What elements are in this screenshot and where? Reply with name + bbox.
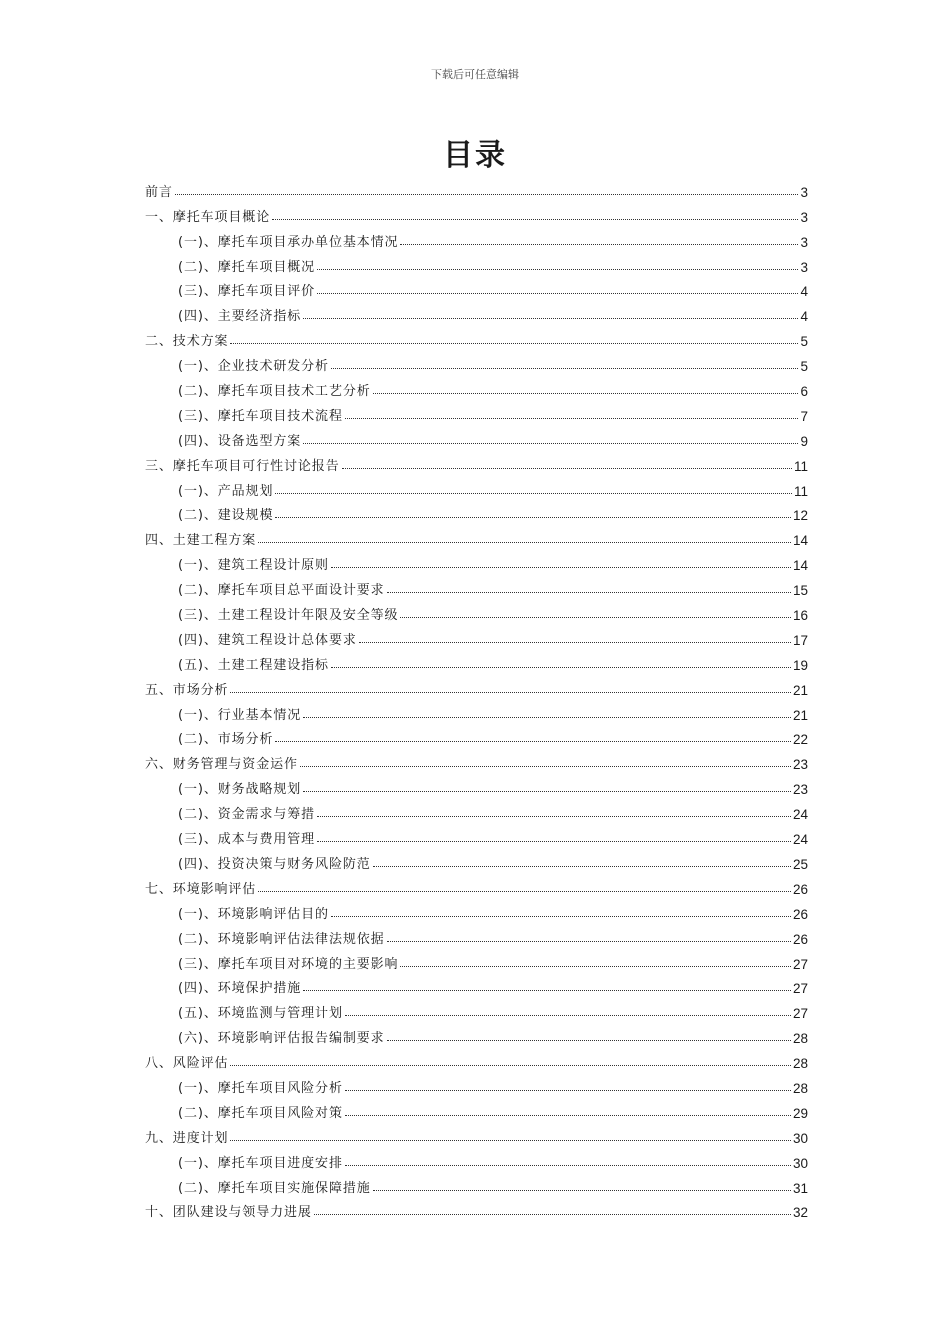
toc-page-number: 4	[800, 309, 808, 325]
toc-entry[interactable]	[145, 523, 808, 548]
toc-entry-label: (四)、环境保护措施	[178, 981, 302, 997]
toc-dot-leader	[359, 642, 791, 643]
toc-dot-leader	[303, 791, 791, 792]
toc-title: 目录	[443, 138, 507, 173]
toc-entry[interactable]	[145, 1121, 808, 1146]
toc-subentry[interactable]	[145, 299, 808, 324]
toc-subentry[interactable]	[145, 349, 808, 374]
toc-dot-leader	[317, 293, 798, 294]
toc-page-number: 3	[800, 234, 808, 250]
toc-entry-label: 三、摩托车项目可行性讨论报告	[145, 458, 340, 474]
toc-dot-leader	[303, 443, 798, 444]
toc-page-number: 30	[792, 1130, 808, 1146]
toc-dot-leader	[345, 1115, 791, 1116]
toc-dot-leader	[230, 343, 798, 344]
toc-entry-label: (一)、摩托车项目承办单位基本情况	[178, 234, 399, 250]
toc-page-number: 24	[792, 807, 808, 823]
toc-page-number: 19	[792, 657, 808, 673]
toc-subentry[interactable]	[145, 424, 808, 449]
toc-subentry[interactable]	[145, 548, 808, 573]
toc-subentry[interactable]	[145, 374, 808, 399]
toc-dot-leader	[400, 617, 791, 618]
toc-entry-label: (四)、投资决策与财务风险防范	[178, 856, 371, 872]
toc-dot-leader	[331, 567, 791, 568]
toc-page-number: 28	[792, 1056, 808, 1072]
toc-dot-leader	[314, 1214, 791, 1215]
toc-entry-label: (四)、主要经济指标	[178, 309, 302, 325]
toc-subentry[interactable]	[145, 623, 808, 648]
toc-dot-leader	[300, 766, 791, 767]
toc-entry-label: (一)、摩托车项目风险分析	[178, 1080, 343, 1096]
toc-page-number: 28	[792, 1031, 808, 1047]
toc-dot-leader	[303, 990, 791, 991]
toc-entry-label: (一)、产品规划	[178, 483, 274, 499]
toc-subentry[interactable]	[145, 972, 808, 997]
toc-page-number: 5	[800, 359, 808, 375]
toc-page-number: 21	[792, 707, 808, 723]
toc-dot-leader	[373, 1190, 791, 1191]
toc-dot-leader	[272, 219, 798, 220]
toc-dot-leader	[345, 1165, 791, 1166]
toc-dot-leader	[275, 493, 792, 494]
toc-entry-label: (六)、环境影响评估报告编制要求	[178, 1031, 385, 1047]
toc-subentry[interactable]	[145, 897, 808, 922]
toc-subentry[interactable]	[145, 648, 808, 673]
toc-entry-label: (二)、摩托车项目总平面设计要求	[178, 583, 385, 599]
toc-page-number: 30	[792, 1155, 808, 1171]
toc-subentry[interactable]	[145, 947, 808, 972]
toc-entry-label: (二)、摩托车项目风险对策	[178, 1105, 343, 1121]
toc-entry-label: (三)、摩托车项目对环境的主要影响	[178, 956, 399, 972]
toc-entry-label: (二)、摩托车项目技术工艺分析	[178, 384, 371, 400]
toc-page-number: 27	[792, 956, 808, 972]
toc-page-number: 27	[792, 1006, 808, 1022]
toc-dot-leader	[373, 393, 799, 394]
toc-entry[interactable]	[145, 1046, 808, 1071]
toc-subentry[interactable]	[145, 996, 808, 1021]
toc-page-number: 21	[792, 682, 808, 698]
toc-dot-leader	[175, 194, 799, 195]
toc-subentry[interactable]	[145, 573, 808, 598]
toc-subentry[interactable]	[145, 847, 808, 872]
toc-subentry[interactable]	[145, 474, 808, 499]
header-note: 下载后可任意编辑	[431, 68, 519, 81]
toc-subentry[interactable]	[145, 399, 808, 424]
toc-page-number: 11	[793, 458, 808, 474]
toc-page-number: 14	[792, 558, 808, 574]
toc-page-number: 23	[792, 757, 808, 773]
toc-entry-label: 七、环境影响评估	[145, 881, 257, 897]
toc-entry-label: 八、风险评估	[145, 1056, 229, 1072]
toc-dot-leader	[331, 368, 799, 369]
toc-entry-label: (一)、企业技术研发分析	[178, 359, 329, 375]
toc-page-number: 6	[800, 384, 808, 400]
toc-dot-leader	[342, 468, 792, 469]
toc-page-number: 9	[800, 433, 808, 449]
toc-dot-leader	[275, 517, 791, 518]
toc-entry-label: (四)、建筑工程设计总体要求	[178, 632, 357, 648]
toc-entry-label: (二)、摩托车项目实施保障措施	[178, 1180, 371, 1196]
toc-subentry[interactable]	[145, 797, 808, 822]
toc-page-number: 3	[800, 259, 808, 275]
toc-entry[interactable]	[145, 449, 808, 474]
toc-subentry[interactable]	[145, 723, 808, 748]
toc-entry-label: (二)、环境影响评估法律法规依据	[178, 931, 385, 947]
toc-entry-label: (五)、土建工程建设指标	[178, 657, 329, 673]
toc-subentry[interactable]	[145, 499, 808, 524]
toc-page-number: 26	[792, 881, 808, 897]
toc-dot-leader	[230, 1065, 791, 1066]
toc-subentry[interactable]	[145, 1096, 808, 1121]
toc-subentry[interactable]	[145, 1146, 808, 1171]
toc-entry-label: 六、财务管理与资金运作	[145, 757, 298, 773]
toc-entry-label: (三)、摩托车项目评价	[178, 284, 316, 300]
toc-entry[interactable]	[145, 1196, 808, 1221]
toc-page-number: 16	[792, 608, 808, 624]
toc-page-number: 25	[792, 856, 808, 872]
toc-entry-label: (二)、资金需求与筹措	[178, 807, 316, 823]
toc-dot-leader	[387, 1040, 791, 1041]
toc-entry-label: (二)、建设规模	[178, 508, 274, 524]
toc-subentry[interactable]	[145, 598, 808, 623]
toc-dot-leader	[387, 592, 791, 593]
toc-entry[interactable]	[145, 175, 808, 200]
toc-subentry[interactable]	[145, 772, 808, 797]
toc-page-number: 3	[800, 209, 808, 225]
toc-dot-leader	[258, 542, 791, 543]
toc-dot-leader	[345, 1090, 791, 1091]
toc-page-number: 17	[792, 632, 808, 648]
toc-dot-leader	[331, 916, 791, 917]
toc-subentry[interactable]	[145, 922, 808, 947]
toc-page-number: 28	[792, 1080, 808, 1096]
toc-page-number: 5	[800, 334, 808, 350]
toc-page-number: 12	[792, 508, 808, 524]
table-of-contents	[145, 175, 808, 1220]
toc-page-number: 3	[800, 184, 808, 200]
toc-entry-label: (三)、摩托车项目技术流程	[178, 408, 343, 424]
toc-subentry[interactable]	[145, 1171, 808, 1196]
toc-entry-label: (二)、摩托车项目概况	[178, 259, 316, 275]
toc-entry-label: 五、市场分析	[145, 682, 229, 698]
toc-subentry[interactable]	[145, 698, 808, 723]
toc-subentry[interactable]	[145, 1021, 808, 1046]
toc-subentry[interactable]	[145, 250, 808, 275]
toc-entry-label: (二)、市场分析	[178, 732, 274, 748]
toc-page-number: 24	[792, 832, 808, 848]
toc-dot-leader	[275, 741, 791, 742]
toc-entry-label: (四)、设备选型方案	[178, 433, 302, 449]
toc-dot-leader	[303, 318, 798, 319]
toc-page-number: 7	[800, 408, 808, 424]
toc-dot-leader	[303, 717, 791, 718]
toc-entry[interactable]	[145, 200, 808, 225]
toc-entry-label: (一)、财务战略规划	[178, 782, 302, 798]
toc-entry-label: 一、摩托车项目概论	[145, 209, 271, 225]
toc-dot-leader	[373, 866, 791, 867]
toc-entry-label: (一)、行业基本情况	[178, 707, 302, 723]
toc-subentry[interactable]	[145, 275, 808, 300]
toc-page-number: 15	[792, 583, 808, 599]
toc-page-number: 31	[792, 1180, 808, 1196]
toc-page-number: 14	[792, 533, 808, 549]
toc-entry-label: 前言	[145, 184, 173, 200]
toc-entry-label: 十、团队建设与领导力进展	[145, 1205, 312, 1221]
toc-entry-label: 四、土建工程方案	[145, 533, 257, 549]
toc-dot-leader	[345, 418, 799, 419]
toc-dot-leader	[331, 667, 791, 668]
toc-dot-leader	[345, 1015, 791, 1016]
toc-entry-label: (三)、成本与费用管理	[178, 832, 316, 848]
toc-dot-leader	[400, 966, 791, 967]
toc-subentry[interactable]	[145, 822, 808, 847]
toc-entry[interactable]	[145, 747, 808, 772]
toc-entry-label: (一)、摩托车项目进度安排	[178, 1155, 343, 1171]
toc-dot-leader	[317, 816, 791, 817]
toc-subentry[interactable]	[145, 225, 808, 250]
toc-dot-leader	[317, 269, 798, 270]
toc-dot-leader	[230, 692, 791, 693]
toc-page-number: 26	[792, 931, 808, 947]
toc-dot-leader	[387, 941, 791, 942]
toc-page-number: 11	[793, 483, 808, 499]
toc-page-number: 23	[792, 782, 808, 798]
toc-entry-label: (一)、建筑工程设计原则	[178, 558, 329, 574]
toc-page-number: 32	[792, 1205, 808, 1221]
toc-entry-label: 九、进度计划	[145, 1130, 229, 1146]
toc-page-number: 4	[800, 284, 808, 300]
toc-entry-label: 二、技术方案	[145, 334, 229, 350]
toc-subentry[interactable]	[145, 1071, 808, 1096]
toc-dot-leader	[317, 841, 791, 842]
toc-entry-label: (三)、土建工程设计年限及安全等级	[178, 608, 399, 624]
toc-dot-leader	[258, 891, 791, 892]
toc-dot-leader	[230, 1140, 791, 1141]
toc-page-number: 26	[792, 906, 808, 922]
toc-page-number: 27	[792, 981, 808, 997]
toc-entry[interactable]	[145, 324, 808, 349]
toc-page-number: 29	[792, 1105, 808, 1121]
toc-entry[interactable]	[145, 673, 808, 698]
toc-entry-label: (一)、环境影响评估目的	[178, 906, 329, 922]
toc-entry[interactable]	[145, 872, 808, 897]
toc-dot-leader	[400, 244, 798, 245]
toc-page-number: 22	[792, 732, 808, 748]
toc-entry-label: (五)、环境监测与管理计划	[178, 1006, 343, 1022]
